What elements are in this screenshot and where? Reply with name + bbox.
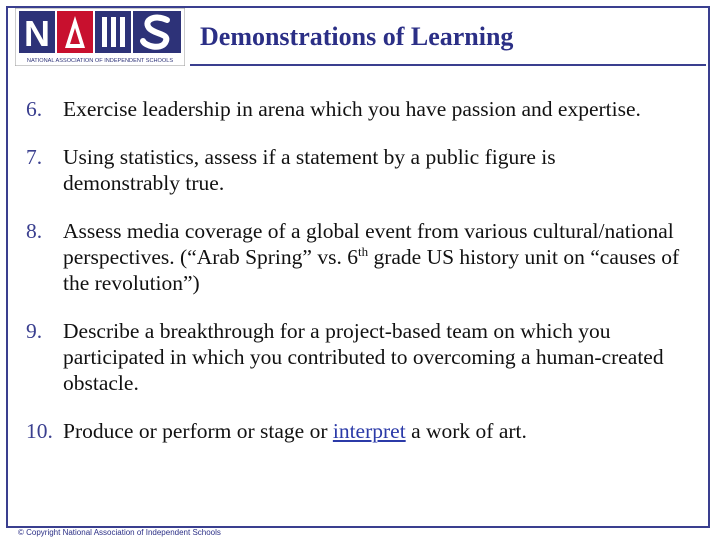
svg-text:NATIONAL ASSOCIATION OF INDEPE: NATIONAL ASSOCIATION OF INDEPENDENT SCHOOLS — [26, 58, 174, 64]
svg-text:N: N — [24, 13, 50, 54]
title-divider — [190, 64, 706, 66]
list-item — [26, 144, 710, 196]
item-text-part: Assess media coverage of a global event from various cultural/national perspectives. (“Arab Spring” vs. 6 — [63, 219, 674, 269]
interpret-link[interactable]: interpret — [332, 419, 406, 443]
list-item — [26, 96, 710, 122]
item-text-part: grade US history unit on “causes of the revolution”) — [63, 245, 680, 295]
item-number: 7. — [26, 145, 43, 169]
item-text: Using statistics, assess if a statement by a public figure is demonstrably true. — [63, 145, 556, 195]
list-item — [26, 418, 710, 444]
item-number: 6. — [26, 97, 43, 121]
item-text: Exercise leadership in arena which you have passion and expertise. — [63, 97, 641, 121]
item-number: 9. — [26, 319, 43, 343]
ordinal-suffix: th — [357, 243, 369, 259]
demonstration-list — [26, 96, 710, 444]
item-number: 10. — [26, 419, 53, 443]
item-text-part: a work of art. — [405, 419, 527, 443]
item-text — [63, 218, 710, 296]
item-text — [63, 418, 710, 444]
copyright-footer: © Copyright National Association of Independent Schools — [18, 528, 221, 537]
slide-title: Demonstrations of Learning — [200, 22, 514, 51]
item-text: Describe a breakthrough for a project-based team on which you participated in which you contributed to overcoming a human-created obstacle. — [63, 319, 664, 395]
list-item — [26, 318, 710, 396]
nais-logo — [15, 8, 185, 66]
item-number: 8. — [26, 219, 43, 243]
item-text-part: Produce or perform or stage or — [63, 419, 333, 443]
list-item — [26, 218, 710, 296]
